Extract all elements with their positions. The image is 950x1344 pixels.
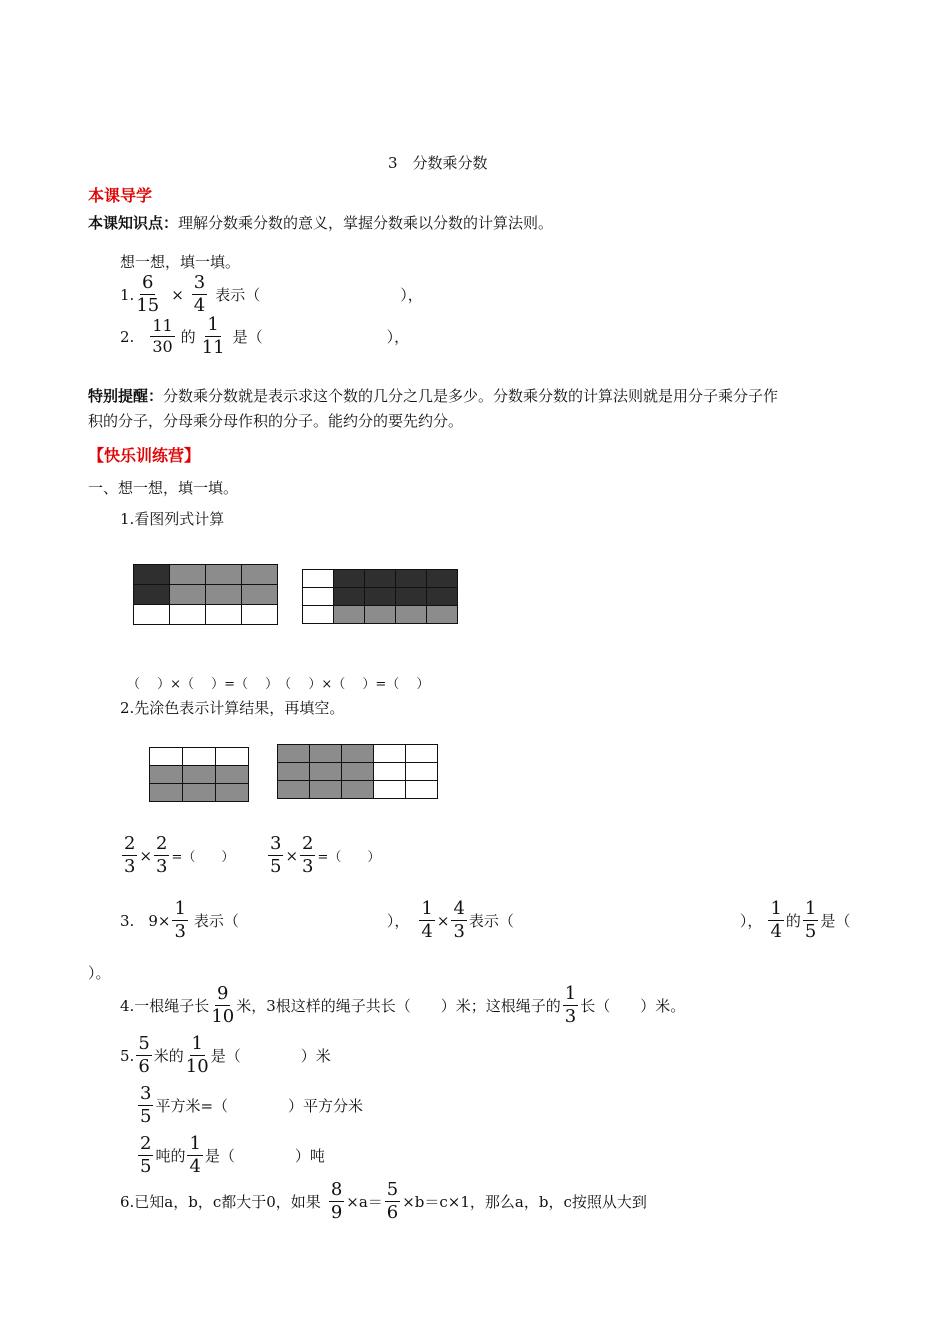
ex2a-tail: =（ ） [171, 850, 235, 865]
ex5-line-1 [120, 1035, 331, 1076]
knowledge-label: 本课知识点： [88, 214, 179, 232]
ex3-fraction-3: $\frac{4}{3}$ [453, 898, 465, 942]
q2-mid: 的 [180, 328, 196, 346]
ex5-fraction-5: $\frac{1}{4}$ [189, 1133, 201, 1177]
ex4-text-a: 4.一根绳子长 [120, 997, 210, 1015]
ex1-grid-right [302, 569, 458, 624]
ex5-text-a: 米的 [153, 1047, 184, 1065]
ex2-title: 2.先涂色表示计算结果，再填空。 [120, 699, 345, 717]
q1-close: ）， [400, 286, 423, 304]
ex5-fraction-1: $\frac{5}{6}$ [138, 1033, 150, 1077]
ex2-grid-left [149, 747, 249, 802]
ex5-text-d: 吨的 [155, 1147, 186, 1165]
q1-line [120, 274, 423, 315]
ex4-text-b: 米，3根这样的绳子共长（ ）米；这根绳子的 [236, 997, 561, 1015]
ex3-text-3: 是（ [820, 912, 851, 930]
ex3-fraction-2: $\frac{1}{4}$ [421, 898, 433, 942]
knowledge-text: 理解分数乘分数的意义，掌握分数乘以分数的计算法则。 [178, 214, 554, 232]
guide-heading: 本课导学 [88, 186, 153, 205]
ex3-wrap: ）。 [88, 964, 111, 982]
ex6-fraction-2: $\frac{5}{6}$ [386, 1179, 399, 1223]
ex6-line [120, 1181, 647, 1222]
ex3-lead: 9× [148, 911, 171, 930]
ex3-text-2: 表示（ [468, 912, 514, 930]
ex2b-fraction-2: $\frac{2}{3}$ [302, 833, 314, 877]
ex1-title: 1.看图列式计算 [120, 510, 225, 528]
camp-heading: 【快乐训练营】 [88, 446, 201, 465]
ex3-mid: 的 [785, 912, 801, 930]
ex2-eq-b: $\frac{3}{5}$ × $\frac{2}{3}$ =（ ） [270, 833, 381, 877]
ex3-close-1: ）， [386, 912, 410, 930]
q1-num: 1. [120, 285, 135, 304]
ex3-fraction-1: $\frac{1}{3}$ [174, 898, 186, 942]
ex1-grid-left [133, 564, 278, 625]
ex1-formula: （ ）×（ ）=（ ） （ ）×（ ）=（ ） [127, 677, 430, 692]
ex3-op: × [436, 911, 450, 930]
page-title: 3 分数乘分数 [388, 154, 488, 172]
ex5-text-b: 是（ ）米 [210, 1047, 331, 1065]
ex5-line-2 [136, 1085, 363, 1126]
ex4-line [120, 985, 685, 1026]
q2-close: ）， [386, 328, 410, 346]
tip-label: 特别提醒： [88, 387, 164, 405]
ex6-text-a: 6.已知a，b，c都大于0，如果 [120, 1193, 321, 1211]
ex3-num: 3. [120, 911, 135, 930]
q2-fraction-2: $\frac{1}{11}$ [201, 314, 225, 358]
ex5-fraction-2: $\frac{1}{10}$ [185, 1033, 209, 1077]
q2-fraction-1: $\frac{11}{30}$ [152, 316, 173, 356]
ex4-fraction-2: $\frac{1}{3}$ [564, 983, 577, 1027]
ex2-eq-a: $\frac{2}{3}$ × $\frac{2}{3}$ =（ ） [124, 833, 235, 877]
ex5-num: 5. [120, 1046, 135, 1065]
ex5-fraction-4: $\frac{2}{5}$ [140, 1133, 152, 1177]
ex5-line-3 [136, 1135, 325, 1176]
tip-text-1: 分数乘分数就是表示求这个数的几分之几是多少。分数乘分数的计算法则就是用分子乘分子作 [163, 387, 779, 405]
tip-line-1 [88, 385, 778, 406]
ex3-close-2: ）， [739, 912, 763, 930]
ex3-fraction-4: $\frac{1}{4}$ [770, 898, 782, 942]
ex2-grid-right [277, 744, 438, 799]
ex5-text-e: 是（ ）吨 [204, 1147, 325, 1165]
ex2a-fraction-2: $\frac{2}{3}$ [156, 833, 168, 877]
q1-fraction-1: $\frac{6}{15}$ [136, 272, 160, 316]
ex3-fraction-5: $\frac{1}{5}$ [804, 898, 817, 942]
ex2b-fraction-1: $\frac{3}{5}$ [270, 833, 282, 877]
tip-line-2: 积的分子，分母乘分母作积的分子。能约分的要先约分。 [88, 412, 464, 430]
ex3-line [120, 900, 850, 941]
ex2b-tail: =（ ） [317, 850, 381, 865]
section-1-heading: 一、想一想，填一填。 [88, 479, 239, 497]
knowledge-line [88, 212, 553, 233]
q1-op: × [171, 285, 184, 304]
q1-fraction-2: $\frac{3}{4}$ [193, 272, 206, 316]
ex6-text-b: ×a＝ [346, 1193, 383, 1211]
ex5-text-c: 平方米=（ ）平方分米 [155, 1097, 364, 1115]
ex2a-fraction-1: $\frac{2}{3}$ [124, 833, 136, 877]
q2-num: 2. [120, 327, 135, 346]
ex6-fraction-1: $\frac{8}{9}$ [330, 1179, 343, 1223]
q2-line [120, 316, 409, 357]
q2-text: 是（ [232, 328, 263, 346]
think-fill-prompt: 想一想，填一填。 [120, 253, 241, 271]
ex5-fraction-3: $\frac{3}{5}$ [140, 1083, 152, 1127]
q1-text: 表示（ [215, 286, 261, 304]
ex4-text-c: 长（ ）米。 [580, 997, 686, 1015]
ex3-text-1: 表示（ [193, 912, 239, 930]
ex4-fraction-1: $\frac{9}{10}$ [211, 983, 235, 1027]
ex6-text-c: ×b＝c×1，那么a，b，c按照从大到 [402, 1193, 647, 1211]
